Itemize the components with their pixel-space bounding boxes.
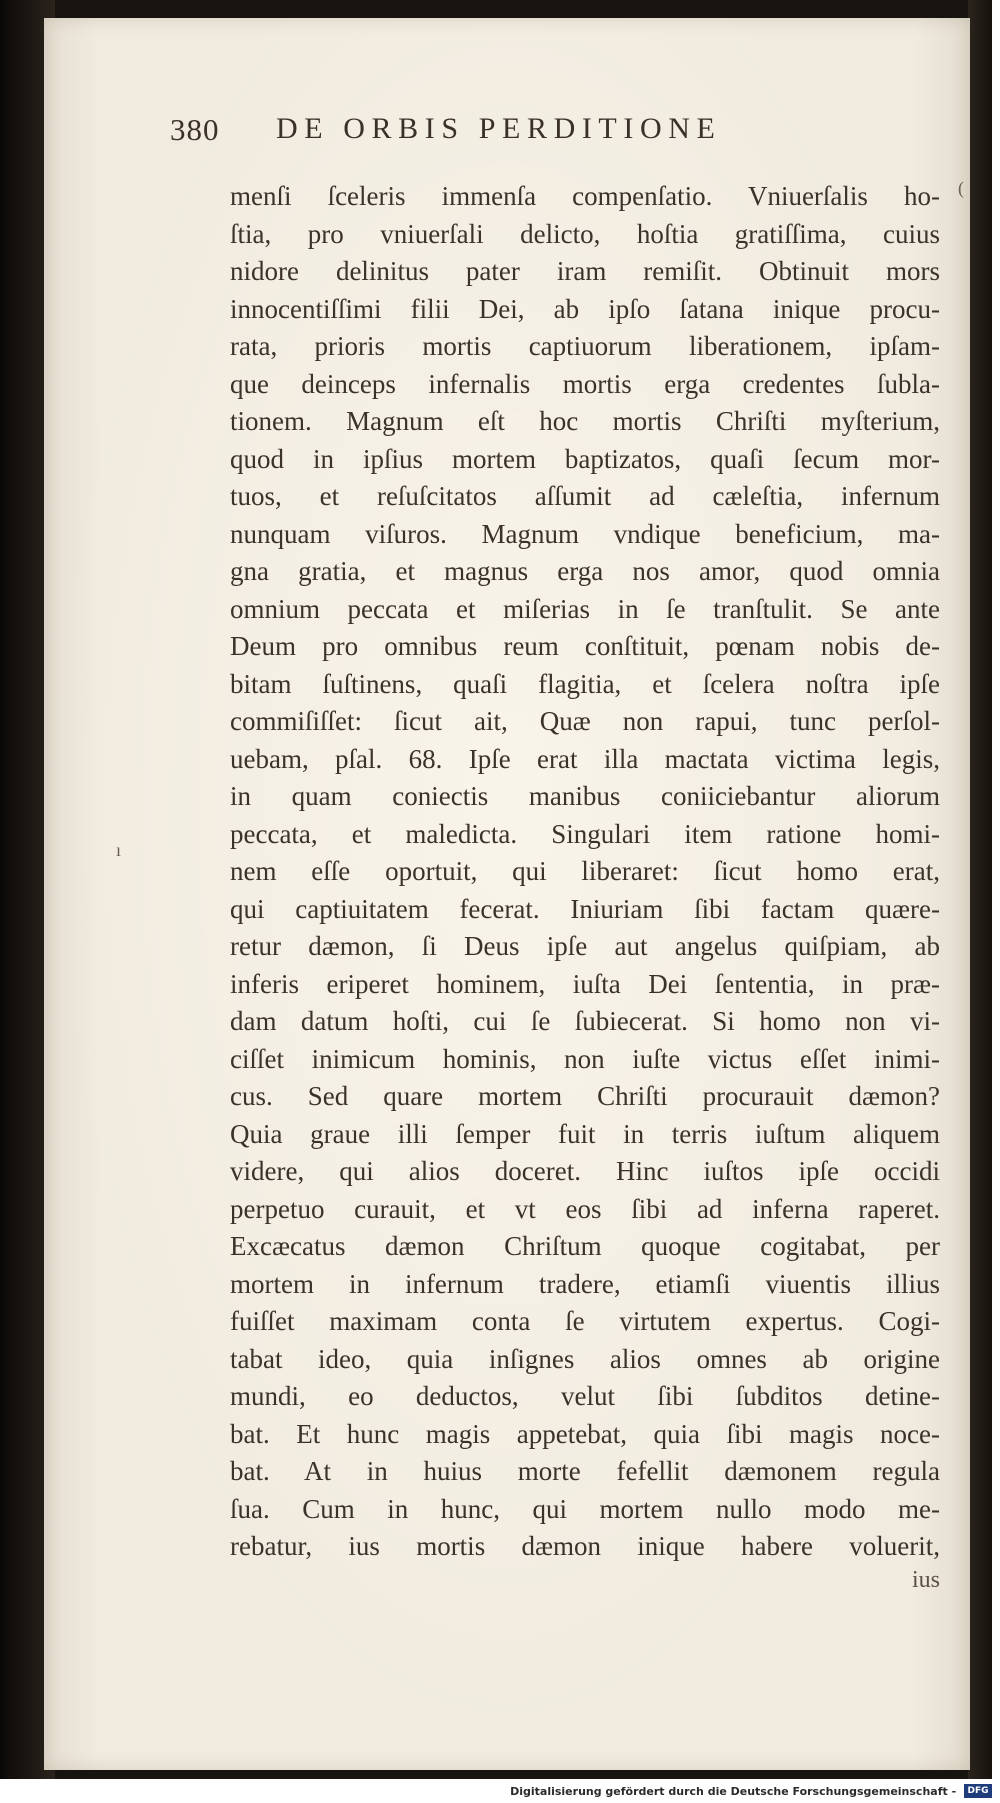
text-line: tabat ideo, quia inſignes alios omnes ab origine <box>230 1343 940 1374</box>
text-line: omnium peccata et miſerias in ſe tranſtulit. Se ante <box>230 593 940 624</box>
text-line: retur dæmon, ſi Deus ipſe aut angelus quiſpiam, ab <box>230 931 940 961</box>
text-line: ciſſet inimicum hominis, non iuſte victus eſſet inimi- <box>230 1043 940 1074</box>
margin-mark: ( <box>958 178 964 198</box>
text-line: nem eſſe oportuit, qui liberaret: ſicut homo erat, <box>230 856 940 886</box>
text-line: bat. Et hunc magis appetebat, quia ſibi magis noce- <box>230 1418 940 1449</box>
page-edge-shadow <box>968 0 992 1779</box>
text-line: videre, qui alios doceret. Hinc iuſtos ipſe occidi <box>230 1156 940 1186</box>
text-line: rata, prioris mortis captiuorum liberationem, ipſam- <box>230 331 940 361</box>
catchword: ius <box>911 1567 940 1593</box>
digitization-credit <box>0 1784 992 1802</box>
running-title: DE ORBIS PERDITIONE <box>276 112 722 145</box>
text-line: que deinceps infernalis mortis erga credentes ſubla- <box>230 368 940 399</box>
body-text <box>230 178 940 1566</box>
text-line: Quia graue illi ſemper fuit in terris iuſtum aliquem <box>230 1118 940 1149</box>
text-line: mortem in infernum tradere, etiamſi viuentis illius <box>230 1268 940 1299</box>
text-line: fuiſſet maximam conta ſe virtutem expertus. Cogi- <box>230 1306 940 1336</box>
text-line: Excæcatus dæmon Chriſtum quoque cogitabat, per <box>230 1231 940 1261</box>
text-line: quod in ipſius mortem baptizatos, quaſi ſecum mor- <box>230 443 940 474</box>
text-line: innocentiſſimi filii Dei, ab ipſo ſatana inique procu- <box>230 293 940 324</box>
text-line: ſua. Cum in hunc, qui mortem nullo modo me- <box>230 1493 940 1524</box>
text-line: menſi ſceleris immenſa compenſatio. Vniuerſalis ho- <box>230 181 940 211</box>
dfg-logo: DFG <box>964 1784 992 1798</box>
text-line: cus. Sed quare mortem Chriſti procurauit dæmon? <box>230 1081 940 1111</box>
page-number: 380 <box>170 112 220 147</box>
text-line: tuos, et reſuſcitatos aſſumit ad cæleſtia, infernum <box>230 481 940 511</box>
text-line: nunquam viſuros. Magnum vndique beneficium, ma- <box>230 518 940 549</box>
text-line: mundi, eo deductos, velut ſibi ſubditos detine- <box>230 1381 940 1411</box>
text-line: bitam ſuſtinens, quaſi flagitia, et ſcelera noſtra ipſe <box>230 668 940 699</box>
text-line: nidore delinitus pater iram remiſit. Obtinuit mors <box>230 256 940 286</box>
text-line: gna gratia, et magnus erga nos amor, quod omnia <box>230 556 940 586</box>
text-line: Deum pro omnibus reum conſtituit, pœnam nobis de- <box>230 631 940 661</box>
text-line: perpetuo curauit, et vt eos ſibi ad inferna raperet. <box>230 1193 940 1224</box>
text-line: rebatur, ius mortis dæmon inique habere voluerit, <box>230 1531 940 1561</box>
text-line: commiſiſſet: ſicut ait, Quæ non rapui, tunc perſol- <box>230 706 940 736</box>
text-line: tionem. Magnum eſt hoc mortis Chriſti myſterium, <box>230 406 940 436</box>
credit-text: Digitalisierung gefördert durch die Deutsche Forschungsgemeinschaft - <box>510 1784 957 1798</box>
text-line: bat. At in huius morte fefellit dæmonem regula <box>230 1456 940 1486</box>
text-line: ſtia, pro vniuerſali delicto, hoſtia gratiſſima, cuius <box>230 218 940 249</box>
margin-mark: ı <box>116 840 122 860</box>
text-line: peccata, et maledicta. Singulari item ratione homi- <box>230 818 940 849</box>
text-line: uebam, pſal. 68. Ipſe erat illa mactata victima legis, <box>230 743 940 774</box>
text-line: in quam coniectis manibus coniiciebantur aliorum <box>230 781 940 811</box>
text-line: qui captiuitatem fecerat. Iniuriam ſibi factam quære- <box>230 893 940 924</box>
page-header <box>170 112 950 152</box>
text-line: inferis eriperet hominem, iuſta Dei ſententia, in præ- <box>230 968 940 999</box>
text-line: dam datum hoſti, cui ſe ſubiecerat. Si homo non vi- <box>230 1006 940 1036</box>
